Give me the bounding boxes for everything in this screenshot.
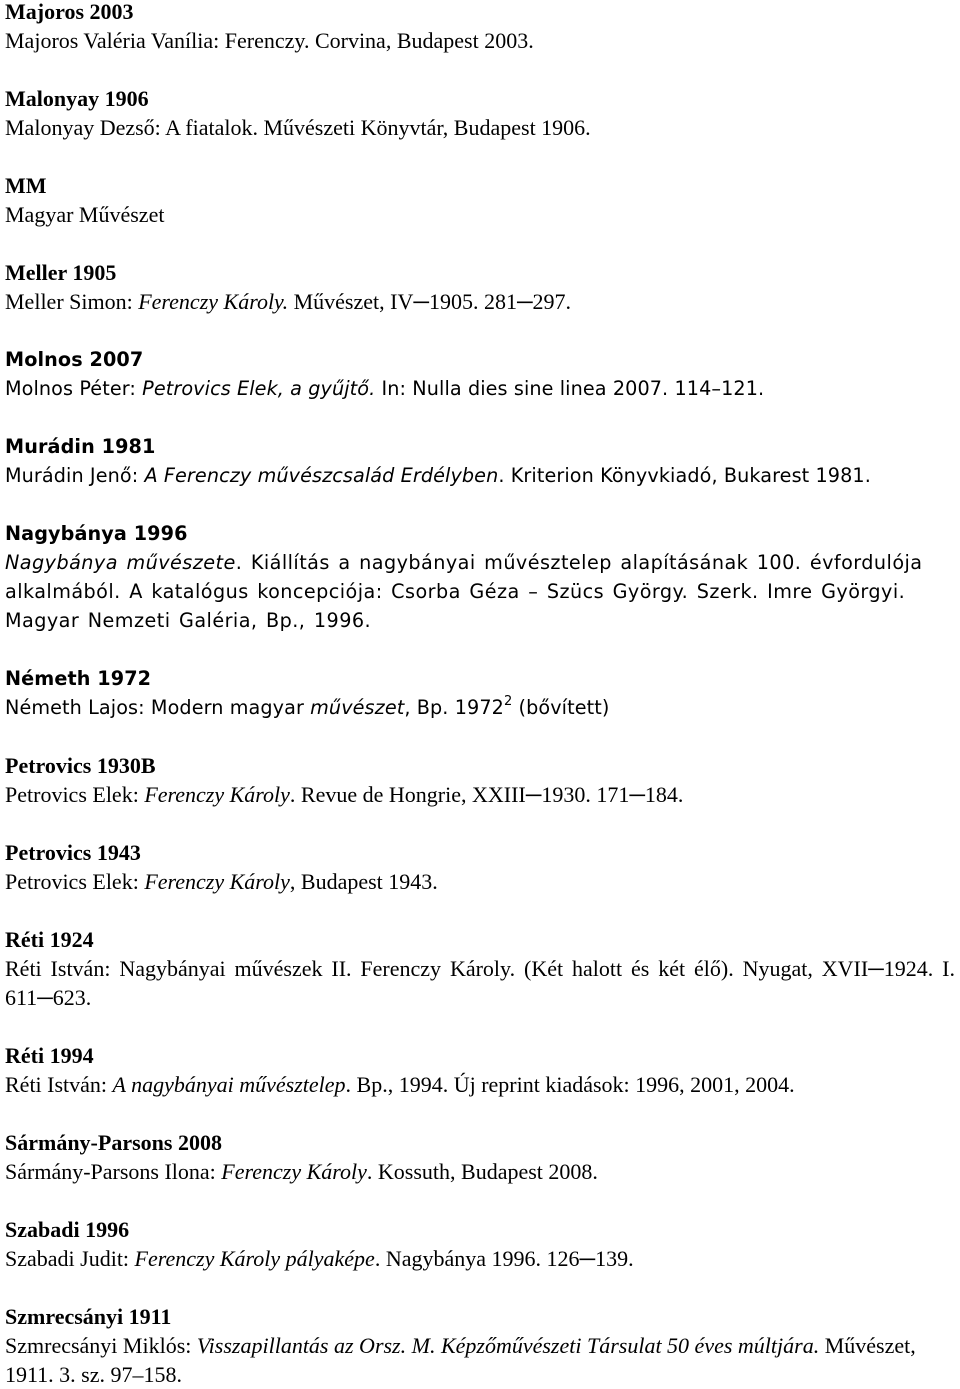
citation-title-italic: Petrovics Elek, a gyűjtő. (142, 377, 376, 400)
citation-text: Petrovics Elek: (5, 869, 145, 894)
citation-text: Magyar Művészet (5, 202, 165, 227)
bibliography-entry (5, 519, 955, 635)
bibliography-entry (5, 432, 955, 490)
entry-citation (5, 1070, 955, 1099)
entry-key: Szmrecsányi 1911 (5, 1304, 172, 1329)
citation-text: In: Nulla dies sine linea 2007. 114–121. (375, 377, 765, 400)
entry-citation (5, 954, 955, 1012)
bibliography-entry (5, 0, 955, 55)
entry-citation (5, 26, 955, 55)
bibliography-entry (5, 84, 955, 142)
entry-citation (5, 1244, 955, 1273)
citation-text: Malonyay Dezső: A fiatalok. Művészeti Könyvtár, Budapest 1906. (5, 115, 591, 140)
bibliography-entry (5, 258, 955, 316)
entry-key: Sármány-Parsons 2008 (5, 1130, 222, 1155)
entry-key: Malonyay 1906 (5, 86, 149, 111)
bibliography-entry (5, 1215, 955, 1273)
citation-title-italic: A nagybányai művésztelep (112, 1072, 346, 1097)
citation-text: Molnos Péter: (5, 377, 143, 400)
entry-citation (5, 867, 955, 896)
citation-text: , Budapest 1943. (289, 869, 438, 894)
entry-citation (5, 1331, 955, 1389)
bibliography-entry (5, 345, 955, 403)
entry-key: Molnos 2007 (5, 348, 144, 371)
citation-title-italic: Ferenczy Károly (144, 869, 290, 894)
bibliography-entry (5, 838, 955, 896)
citation-text: Szmrecsányi Miklós: (5, 1333, 197, 1358)
bibliography-entry (5, 1041, 955, 1099)
citation-text: Majoros Valéria Vanília: Ferenczy. Corvina, Budapest 2003. (5, 28, 534, 53)
citation-text: . Kossuth, Budapest 2008. (366, 1159, 598, 1184)
citation-text: Réti István: (5, 1072, 113, 1097)
citation-text: Meller Simon: (5, 289, 139, 314)
citation-text: Szabadi Judit: (5, 1246, 135, 1271)
entry-citation (5, 548, 955, 635)
bibliography-entry (5, 925, 955, 1012)
entry-citation (5, 461, 955, 490)
entry-citation (5, 200, 955, 229)
citation-text: . Revue de Hongrie, XXIII─1930. 171─184. (289, 782, 684, 807)
citation-text: Murádin Jenő: (5, 464, 145, 487)
citation-title-italic: A Ferenczy művészcsalád Erdélyben (144, 464, 499, 487)
citation-title-italic: Ferenczy Károly (221, 1159, 367, 1184)
entry-key: MM (5, 173, 47, 198)
entry-key: Murádin 1981 (5, 435, 156, 458)
citation-text: (bővített) (512, 696, 610, 719)
entry-key: Réti 1924 (5, 927, 94, 952)
entry-key: Meller 1905 (5, 260, 117, 285)
citation-text: . Bp., 1994. Új reprint kiadások: 1996, 2001, 2004. (345, 1072, 795, 1097)
citation-text: . Kiállítás a nagybányai művésztelep alapításának 100. évfordulója alkalmából. A katalógus koncepciója: Csorba Géza – Szücs György. Szerk. Imre Györgyi. Magyar Nemzeti Galéria, Bp., 1996. (5, 551, 923, 632)
entry-key: Petrovics 1930B (5, 753, 156, 778)
citation-title-italic: Ferenczy Károly. (138, 289, 289, 314)
citation-title-italic: Visszapillantás az Orsz. M. Képzőművészeti Társulat 50 éves múltjára. (196, 1333, 820, 1358)
bibliography-entry (5, 664, 955, 722)
bibliography-entry (5, 1302, 955, 1389)
citation-text: Sármány-Parsons Ilona: (5, 1159, 222, 1184)
entry-key: Szabadi 1996 (5, 1217, 130, 1242)
bibliography-entry (5, 171, 955, 229)
bibliography-entry (5, 1128, 955, 1186)
entry-citation (5, 374, 955, 403)
citation-title-italic: Ferenczy Károly pályaképe (134, 1246, 375, 1271)
citation-title-italic: művészet (310, 696, 405, 719)
citation-text: Németh Lajos: Modern magyar (5, 696, 311, 719)
bibliography-page (5, 0, 955, 1389)
entry-citation (5, 113, 955, 142)
citation-text: , Bp. 1972 (404, 696, 504, 719)
entry-citation (5, 1157, 955, 1186)
edition-superscript: 2 (503, 694, 513, 709)
bibliography-entry (5, 751, 955, 809)
citation-text: Művészet, 1911. 3. sz. 97–158. (5, 1333, 916, 1387)
citation-text: Művészet, IV─1905. 281─297. (288, 289, 572, 314)
entry-key: Réti 1994 (5, 1043, 94, 1068)
entry-key: Nagybánya 1996 (5, 522, 188, 545)
citation-text: Réti István: Nagybányai művészek II. Ferenczy Károly. (Két halott és két élő). Nyugat, XVII─1924. I. 611─623. (5, 956, 955, 1010)
entry-key: Németh 1972 (5, 667, 152, 690)
entry-key: Petrovics 1943 (5, 840, 141, 865)
citation-text: Petrovics Elek: (5, 782, 145, 807)
entry-citation (5, 780, 955, 809)
citation-text: . Nagybánya 1996. 126─139. (374, 1246, 634, 1271)
citation-title-italic: Nagybánya művészete (5, 551, 236, 574)
entry-citation (5, 287, 955, 316)
citation-text: . Kriterion Könyvkiadó, Bukarest 1981. (498, 464, 871, 487)
entry-key: Majoros 2003 (5, 0, 134, 24)
entry-citation (5, 693, 955, 722)
citation-title-italic: Ferenczy Károly (144, 782, 290, 807)
